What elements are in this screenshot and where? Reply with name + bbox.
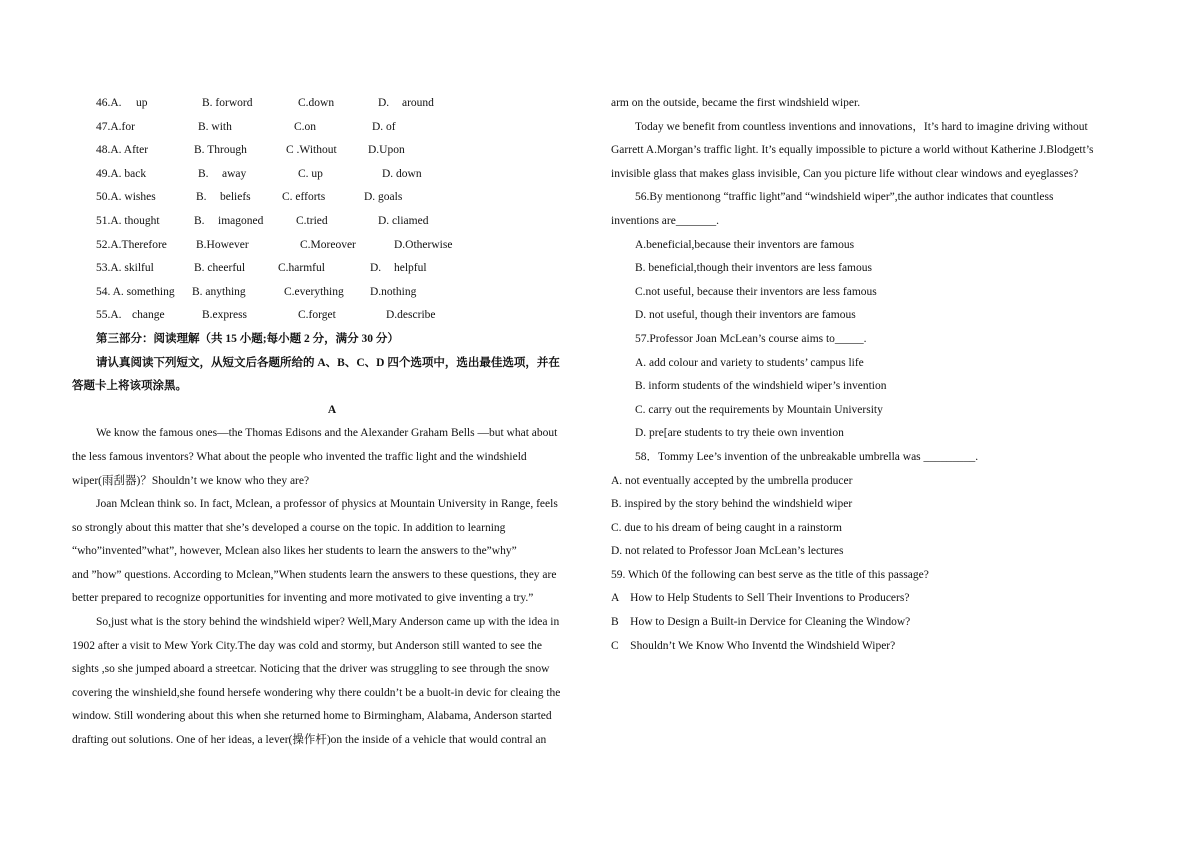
choice-row-49 — [72, 163, 592, 187]
passage-line: wiper(雨刮器)？Shouldn’t we know who they are? — [72, 474, 310, 487]
q56-option-d: D. not useful, though their inventors are famous — [635, 309, 856, 322]
q59-option-a: A How to Help Students to Sell Their Inventions to Producers? — [611, 592, 910, 605]
question-57: 57.Professor Joan McLean’s course aims to_____. — [635, 332, 867, 345]
choice-51-b: B. — [194, 214, 205, 227]
choice-51-c: C.tried — [296, 214, 328, 227]
q59-option-c: C Shouldn’t We Know Who Inventd the Windshield Wiper? — [611, 639, 896, 652]
passage-line: the less famous inventors? What about the people who invented the traffic light and the windshield — [72, 450, 527, 463]
choice-row-54 — [72, 281, 592, 305]
q56-option-a: A.beneficial,because their inventors are famous — [635, 238, 855, 251]
choice-46-b: B. forword — [202, 97, 253, 109]
choice-row-52 — [72, 234, 592, 258]
choice-row-47 — [72, 116, 592, 140]
passage-label: A — [327, 403, 337, 416]
q56-option-b: B. beneficial,though their inventors are less famous — [635, 262, 872, 275]
choice-46-c: C.down — [298, 97, 335, 109]
choice-54-c: C.everything — [284, 285, 344, 298]
choice-55-a: change — [132, 309, 165, 322]
choice-47-b: B. with — [198, 120, 232, 133]
passage-line: Garrett A.Morgan’s traffic light. It’s equally impossible to picture a world without Katherine J.Blodgett’s — [611, 144, 1094, 157]
choice-48-a: 48.A. After — [96, 144, 149, 157]
choice-51-a: 51.A. thought — [96, 214, 160, 227]
choice-46-num: 46.A. — [96, 97, 122, 109]
passage-line: “who”invented”what”, however, Mclean also likes her students to learn the answers to the”why” — [72, 545, 517, 558]
choice-row-46 — [72, 92, 592, 116]
choice-48-c: C .Without — [286, 144, 337, 157]
choice-47-c: C.on — [294, 120, 317, 133]
passage-line: so strongly about this matter that she’s developed a course on the topic. In addition to learning — [72, 521, 506, 534]
choice-53-d: D. — [370, 262, 382, 275]
choice-49-d: D. down — [382, 167, 422, 180]
choice-53-c: C.harmful — [278, 262, 325, 275]
section3-instruction-2: 答题卡上将该项涂黑。 — [72, 380, 187, 393]
choice-50-c: C. efforts — [282, 191, 326, 204]
choice-54-b: B. anything — [192, 285, 246, 298]
q57-option-a: A. add colour and variety to students’ campus life — [635, 356, 864, 369]
passage-line: sights ,so she jumped aboard a streetcar. Noticing that the driver was struggling to see through the snow — [72, 663, 550, 676]
choice-54-a: 54. A. something — [96, 285, 175, 298]
question-59: 59. Which 0f the following can best serve as the title of this passage? — [611, 568, 929, 581]
q58-option-d: D. not related to Professor Joan McLean’s lectures — [611, 545, 844, 558]
choice-row-48 — [72, 139, 592, 163]
passage-line: drafting out solutions. One of her ideas, a lever(操作杆)on the inside of a vehicle that would contral an — [72, 734, 547, 747]
choice-53-d-text: helpful — [394, 262, 427, 275]
q56-option-c: C.not useful, because their inventors are less famous — [635, 285, 877, 298]
q57-option-b: B. inform students of the windshield wiper’s invention — [635, 380, 887, 393]
passage-line: We know the famous ones—the Thomas Edisons and the Alexander Graham Bells —but what about — [96, 427, 558, 440]
choice-49-a: 49.A. back — [96, 167, 147, 180]
choice-55-c: C.forget — [298, 309, 336, 322]
choice-48-d: D.Upon — [368, 144, 405, 157]
choice-row-55 — [72, 304, 592, 328]
q58-option-a: A. not eventually accepted by the umbrella producer — [611, 474, 853, 487]
choice-53-a: 53.A. skilful — [96, 262, 154, 275]
choice-52-b: B.However — [196, 238, 249, 251]
choice-46-a: up — [136, 97, 148, 109]
passage-line: invisible glass that makes glass invisible, Can you picture life without clear windows and eyeglasses? — [611, 167, 1079, 180]
section3-instruction-1: 请认真阅读下列短文，从短文后各题所给的 A、B、C、D 四个选项中，选出最佳选项，并在 — [96, 356, 560, 369]
choice-55-num: 55.A. — [96, 309, 122, 322]
passage-line: 1902 after a visit to Mew York City.The day was cold and stormy, but Anderson still wanted to see the — [72, 639, 542, 652]
choice-52-d: D.Otherwise — [394, 238, 453, 251]
q57-option-c: C. carry out the requirements by Mountain University — [635, 403, 883, 416]
choice-row-50 — [72, 186, 592, 210]
q59-option-b: B How to Design a Built-in Dervice for Cleaning the Window? — [611, 616, 911, 629]
choice-51-d: D. cliamed — [378, 214, 429, 227]
choice-49-b-text: away — [222, 167, 247, 180]
choice-row-51 — [72, 210, 592, 234]
choice-49-c: C. up — [298, 167, 323, 180]
choice-48-b: B. Through — [194, 144, 247, 157]
passage-line: So,just what is the story behind the windshield wiper? Well,Mary Anderson came up with the idea in — [96, 616, 560, 629]
choice-50-b-text: beliefs — [220, 191, 251, 204]
choice-50-b: B. — [196, 191, 207, 204]
choice-55-b: B.express — [202, 309, 248, 322]
passage-line: Today we benefit from countless inventions and innovations，It’s hard to imagine driving without — [635, 120, 1088, 133]
choice-46-d: D. — [378, 97, 390, 109]
choice-52-c: C.Moreover — [300, 238, 356, 251]
choice-49-b: B. — [198, 167, 209, 180]
choice-47-d: D. of — [372, 120, 396, 133]
choice-50-d: D. goals — [364, 191, 403, 204]
choice-51-b-text: imagoned — [218, 214, 264, 227]
passage-line: better prepared to recognize opportunities for inventing and more motivated to give inventing a try.” — [72, 592, 534, 605]
passage-line: arm on the outside, became the first windshield wiper. — [611, 97, 861, 109]
question-58: 58．Tommy Lee’s invention of the unbreakable umbrella was _________. — [635, 450, 979, 463]
q58-option-b: B. inspired by the story behind the windshield wiper — [611, 498, 853, 511]
passage-line: Joan Mclean think so. In fact, Mclean, a professor of physics at Mountain University in Range, feels — [96, 498, 558, 511]
choice-row-53 — [72, 257, 592, 281]
choice-46-d-text: around — [402, 97, 434, 109]
q58-option-c: C. due to his dream of being caught in a rainstorm — [611, 521, 842, 534]
question-56-cont: inventions are_______. — [611, 214, 719, 227]
question-56: 56.By mentionong “traffic light”and “windshield wiper”,the author indicates that countless — [635, 191, 1054, 204]
choice-50-a: 50.A. wishes — [96, 191, 156, 204]
passage-line: covering the winshield,she found hersefe wondering why there couldn’t be a buolt-in devic for cleaing the — [72, 686, 561, 699]
choice-52-a: 52.A.Therefore — [96, 238, 167, 251]
choice-53-b: B. cheerful — [194, 262, 246, 275]
passage-line: and ”how” questions. According to Mclean,”When students learn the answers to these questions, they are — [72, 568, 557, 581]
section3-title: 第三部分：阅读理解（共 15 小题;每小题 2 分，满分 30 分） — [96, 332, 399, 345]
right-column — [611, 92, 1131, 658]
choice-55-d: D.describe — [386, 309, 436, 322]
choice-47-a: 47.A.for — [96, 120, 135, 133]
left-column — [72, 92, 592, 753]
choice-54-d: D.nothing — [370, 285, 417, 298]
q57-option-d: D. pre[are students to try theie own invention — [635, 427, 844, 440]
passage-line: window. Still wondering about this when she returned home to Birmingham, Alabama, Anderson started — [72, 710, 552, 723]
